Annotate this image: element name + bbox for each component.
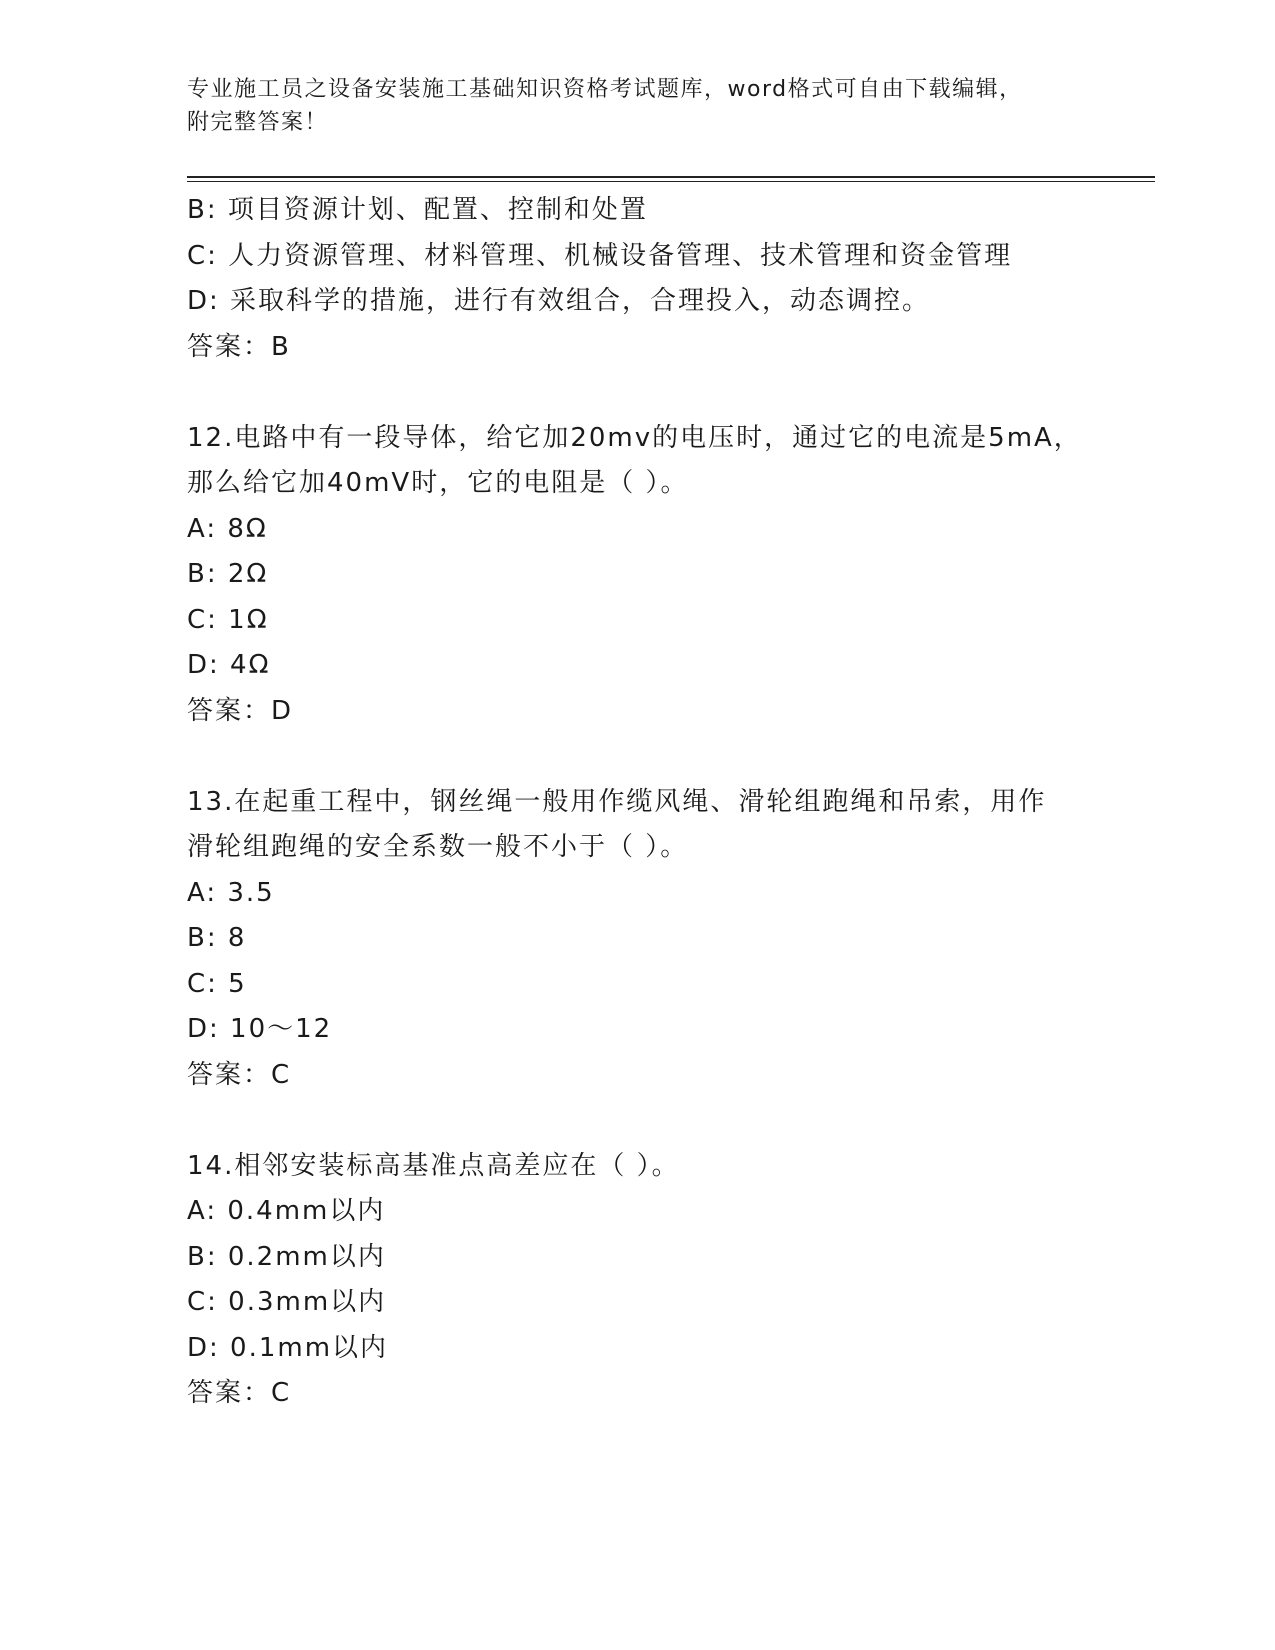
option-d: D: 10～12 [187,1014,333,1044]
option-d: D: 0.1mm以内 [187,1332,389,1363]
answer-line: 答案：D [187,695,294,726]
option-b: B: 0.2mm以内 [187,1241,386,1272]
spacer [187,734,1147,780]
option-c: C: 5 [187,968,247,999]
option-b: B: 8 [187,923,247,953]
option-a: A: 3.5 [187,877,275,908]
question-list [187,188,1147,1417]
question-stem-line-1: 12.电路中有一段导体，给它加20mv的电压时，通过它的电流是5mA， [187,422,1082,453]
header-line-2: 附完整答案！ [187,110,329,135]
header-line-1: 专业施工员之设备安装施工基础知识资格考试题库，word格式可自由下载编辑， [187,77,1023,102]
option-d: D: 采取科学的措施，进行有效组合，合理投入，动态调控。 [187,286,931,316]
option-b: B: 2Ω [187,559,269,589]
question-12 [187,416,1147,735]
option-c: C: 1Ω [187,604,269,635]
question-13 [187,780,1147,1099]
question-stem-line-2: 那么给它加40mV时，它的电阻是（ ）。 [187,468,689,498]
question-14 [187,1144,1147,1417]
document-header [187,73,1087,139]
option-c: C: 人力资源管理、材料管理、机械设备管理、技术管理和资金管理 [187,240,1013,271]
option-a: A: 0.4mm以内 [187,1196,386,1226]
header-divider-thick [187,176,1155,178]
spacer [187,1098,1147,1144]
answer-line: 答案：C [187,1059,292,1090]
question-stem-line-1: 14.相邻安装标高基准点高差应在（ ）。 [187,1150,680,1181]
question-11 [187,188,1147,370]
answer-line: 答案：C [187,1378,292,1408]
option-a: A: 8Ω [187,513,268,544]
header-divider-thin [187,181,1155,182]
option-d: D: 4Ω [187,650,271,680]
option-c: C: 0.3mm以内 [187,1287,387,1317]
question-stem-line-1: 13.在起重工程中，钢丝绳一般用作缆风绳、滑轮组跑绳和吊索，用作 [187,786,1047,817]
question-stem-line-2: 滑轮组跑绳的安全系数一般不小于（ ）。 [187,832,689,862]
answer-line: 答案：B [187,331,291,362]
option-b: B: 项目资源计划、配置、控制和处置 [187,195,648,225]
spacer [187,370,1147,416]
